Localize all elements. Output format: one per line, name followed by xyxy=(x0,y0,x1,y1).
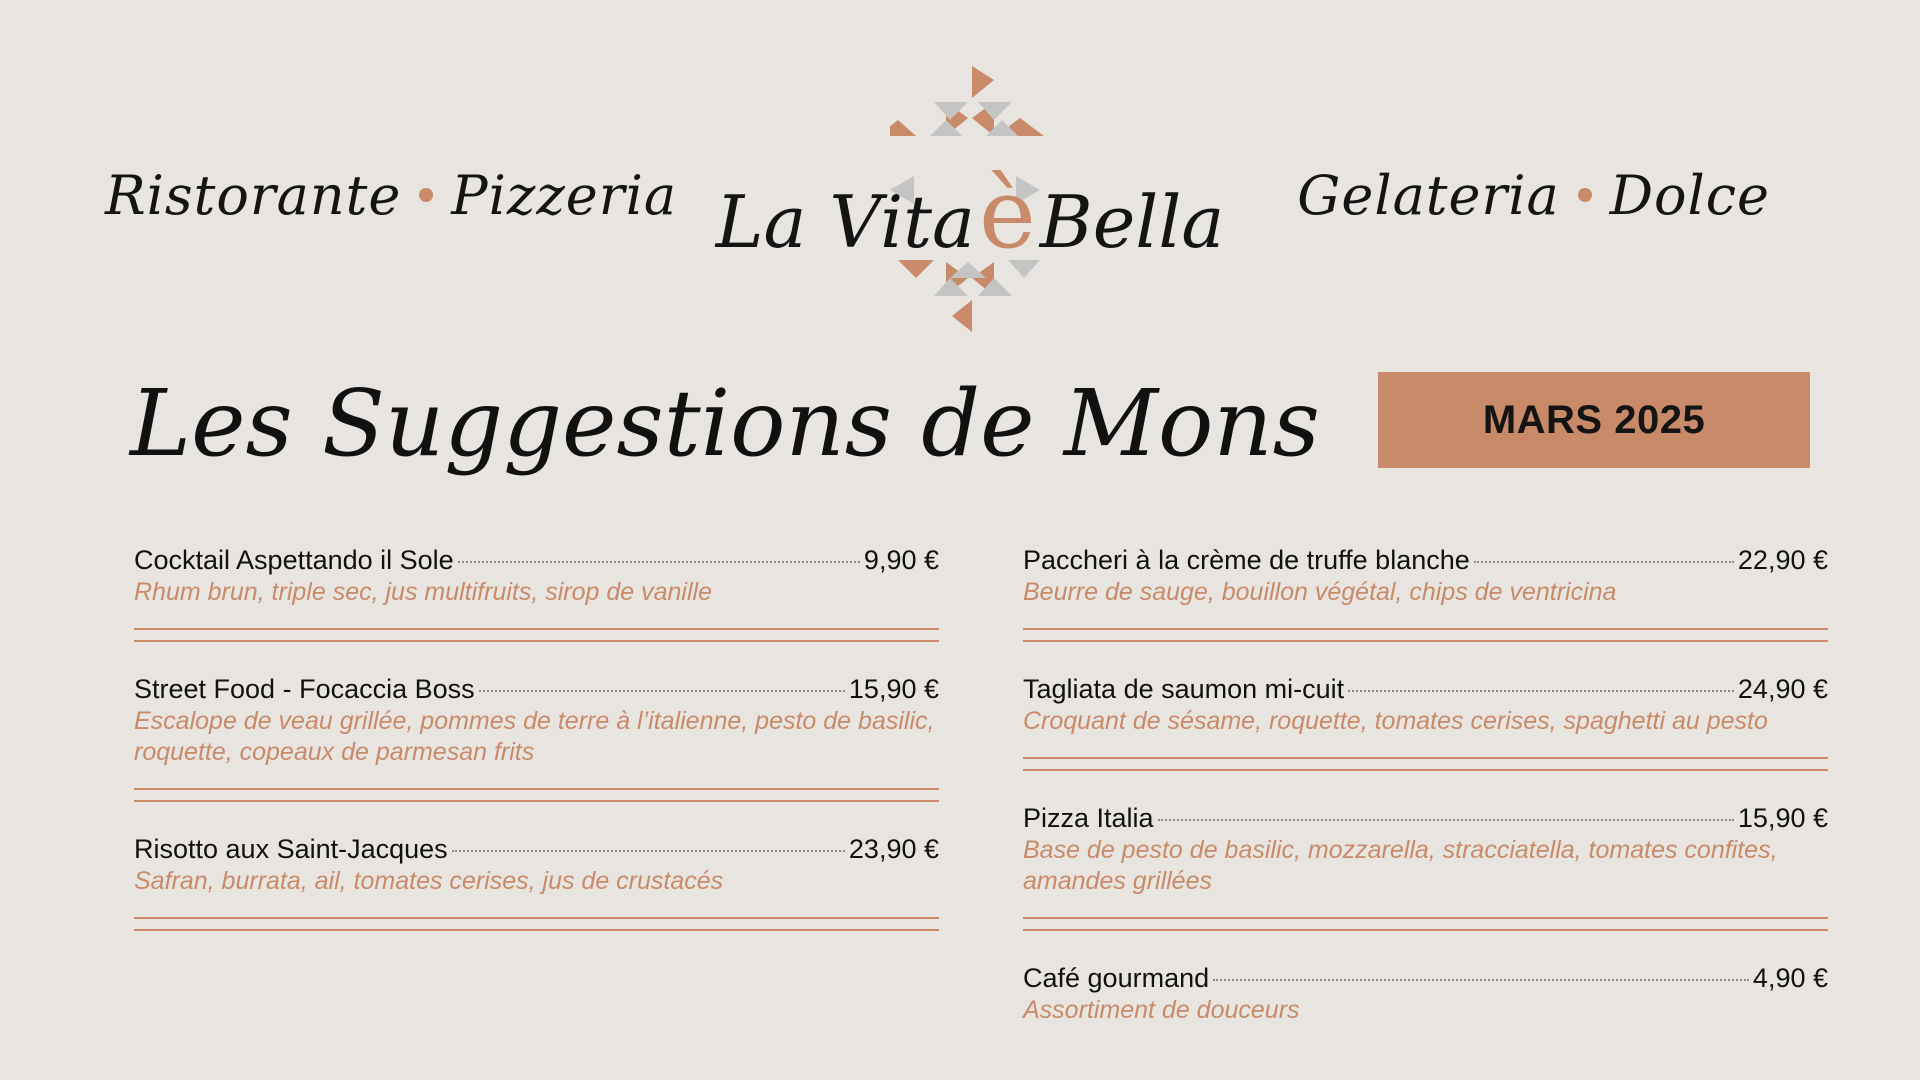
dotted-leader xyxy=(1158,819,1734,821)
month-badge: MARS 2025 xyxy=(1378,372,1810,468)
menu-item-header xyxy=(1023,801,1828,835)
menu-item-description: Beurre de sauge, bouillon végétal, chips de ventricina xyxy=(1023,578,1617,606)
menu-item-description: Escalope de veau grillée, pommes de terre à l’italienne, pesto de basilic, roquette, copeaux de parmesan frits xyxy=(134,707,935,766)
menu-item-name: Cocktail Aspettando il Sole xyxy=(134,545,454,575)
menu-item xyxy=(134,543,939,608)
menu-item-header xyxy=(1023,543,1828,577)
double-rule-divider xyxy=(134,628,939,642)
menu-item xyxy=(1023,543,1828,608)
menu-item-price: 22,90 € xyxy=(1737,545,1828,575)
menu-item-name: Risotto aux Saint-Jacques xyxy=(134,834,448,864)
menu-item-name: Street Food - Focaccia Boss xyxy=(134,674,475,704)
brand-accent-e: è xyxy=(978,158,1036,270)
menu-item xyxy=(1023,801,1828,897)
menu-item-description: Safran, burrata, ail, tomates cerises, jus de crustacés xyxy=(134,867,724,895)
menu-column-left xyxy=(134,543,939,961)
dotted-leader xyxy=(452,850,845,852)
menu-item-description: Base de pesto de basilic, mozzarella, stracciatella, tomates confites, amandes grillées xyxy=(1023,836,1778,895)
menu-item-header xyxy=(1023,961,1828,995)
menu-item-description: Rhum brun, triple sec, jus multifruits, sirop de vanille xyxy=(134,578,713,606)
double-rule-divider xyxy=(1023,628,1828,642)
menu-item-name: Tagliata de saumon mi-cuit xyxy=(1023,674,1345,704)
menu-item-description: Assortiment de douceurs xyxy=(1023,996,1300,1024)
dot-icon xyxy=(1578,188,1592,202)
menu-item-description: Croquant de sésame, roquette, tomates cerises, spaghetti au pesto xyxy=(1023,707,1768,735)
menu-item-price: 23,90 € xyxy=(848,834,939,864)
menu-item-price: 15,90 € xyxy=(1737,803,1828,833)
menu-item-header xyxy=(134,832,939,866)
menu-item-header xyxy=(134,672,939,706)
tagline-left-pizzeria: Pizzeria xyxy=(451,163,678,227)
menu-item-price: 9,90 € xyxy=(863,545,939,575)
dotted-leader xyxy=(479,690,845,692)
tagline-left xyxy=(105,160,677,230)
menu-item xyxy=(134,672,939,768)
double-rule-divider xyxy=(134,917,939,931)
double-rule-divider xyxy=(134,788,939,802)
menu-item xyxy=(1023,961,1828,1026)
menu-item xyxy=(1023,672,1828,737)
menu-column-right xyxy=(1023,543,1828,1026)
brand-logo xyxy=(670,66,1270,332)
dot-icon xyxy=(419,188,433,202)
brand-la-vita: La Vita xyxy=(715,180,975,264)
brand-bella: Bella xyxy=(1039,180,1225,264)
tagline-right xyxy=(1297,160,1770,230)
tagline-left-ristorante: Ristorante xyxy=(105,163,402,227)
double-rule-divider xyxy=(1023,757,1828,771)
dotted-leader xyxy=(1213,979,1749,981)
menu-item xyxy=(134,832,939,897)
tagline-right-gelateria: Gelateria xyxy=(1297,163,1560,227)
menu-item-name: Pizza Italia xyxy=(1023,803,1154,833)
menu-item-name: Café gourmand xyxy=(1023,963,1210,993)
dotted-leader xyxy=(1474,561,1734,563)
double-rule-divider xyxy=(1023,917,1828,931)
page-title: Les Suggestions de Mons xyxy=(130,370,1320,477)
menu-item-header xyxy=(134,543,939,577)
menu-item-price: 4,90 € xyxy=(1752,963,1828,993)
dotted-leader xyxy=(458,561,860,563)
menu-item-name: Paccheri à la crème de truffe blanche xyxy=(1023,545,1470,575)
menu-item-header xyxy=(1023,672,1828,706)
tagline-right-dolce: Dolce xyxy=(1609,163,1770,227)
brand-wordmark xyxy=(670,158,1270,270)
menu-item-price: 24,90 € xyxy=(1737,674,1828,704)
dotted-leader xyxy=(1348,690,1734,692)
menu-item-price: 15,90 € xyxy=(848,674,939,704)
